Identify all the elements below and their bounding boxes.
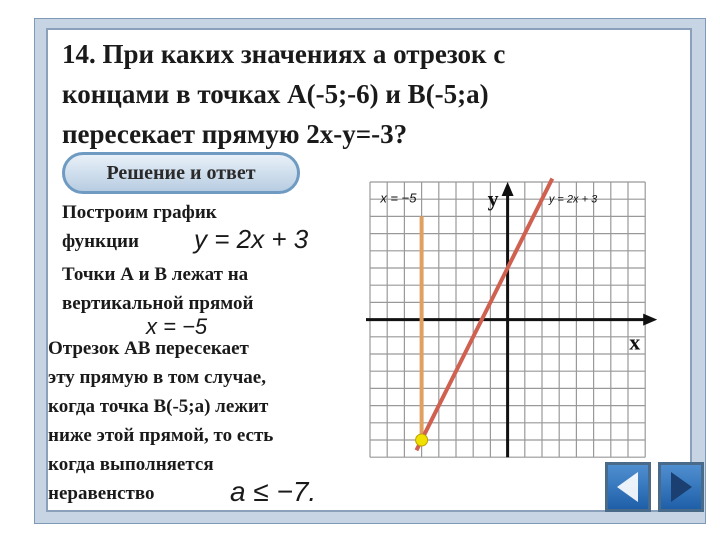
forward-arrow-icon bbox=[661, 465, 701, 509]
back-arrow-icon bbox=[608, 465, 648, 509]
problem-title: 14. При каких значениях а отрезок с концами в точках А(-5;-6) и В(-5;а) пересекает прямую 2х-у=-3? bbox=[62, 39, 506, 149]
coordinate-graph bbox=[360, 172, 660, 472]
text-vertical-line: Точки А и В лежат на вертикальной прямой bbox=[62, 264, 254, 314]
formula-line: y = 2x + 3 bbox=[194, 224, 309, 254]
point-b bbox=[416, 434, 428, 446]
solution-answer-label: Решение и ответ bbox=[106, 161, 256, 184]
x-axis-arrow bbox=[643, 314, 657, 326]
y-axis-label: у bbox=[487, 186, 499, 211]
x-axis-label: х bbox=[629, 329, 641, 355]
line-y-2x-plus-3 bbox=[416, 179, 552, 451]
forward-button[interactable] bbox=[658, 462, 704, 512]
formula-vertical: x = −5 bbox=[146, 314, 208, 339]
back-button[interactable] bbox=[605, 462, 651, 512]
text-build-graph: Построим график функции bbox=[62, 202, 217, 252]
y-axis-arrow bbox=[502, 182, 514, 196]
answer-inequality: a ≤ −7. bbox=[230, 476, 317, 507]
vertical-line-label: x = −5 bbox=[380, 190, 417, 206]
solution-answer-button[interactable] bbox=[62, 152, 300, 194]
text-explanation: Отрезок АВ пересекает эту прямую в том случае, когда точка В(-5;а) лежит ниже этой прямой, то есть когда выполняется неравенство bbox=[48, 338, 274, 504]
line-label: y = 2x + 3 bbox=[548, 193, 598, 206]
